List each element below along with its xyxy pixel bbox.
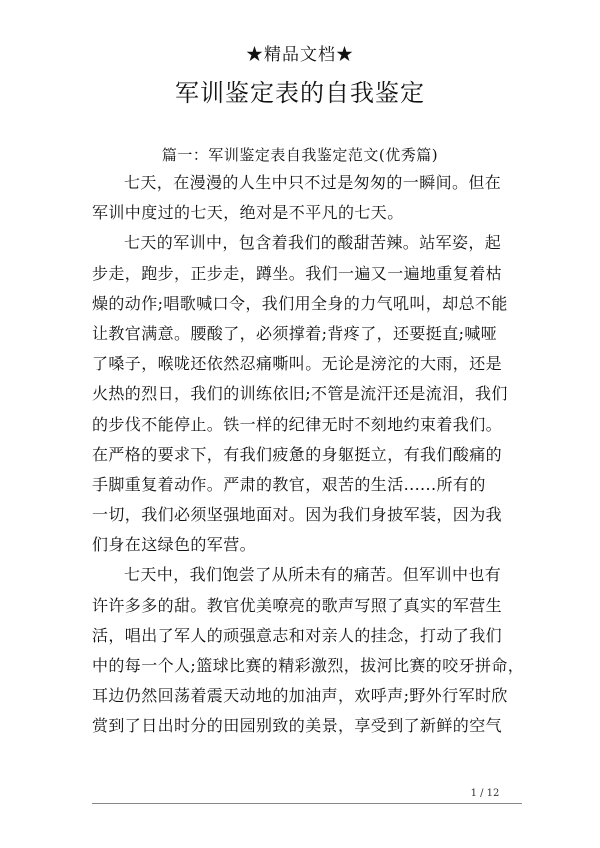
paragraph-2 [92, 228, 522, 560]
paragraph-line: 耳边仍然回荡着震天动地的加油声，欢呼声;野外行军时欣 [92, 686, 508, 706]
paragraph-3 [92, 560, 525, 741]
paragraph-line: 步走，跑步，正步走，蹲坐。我们一遍又一遍地重复着枯 [92, 263, 503, 283]
section-heading: 篇一：军训鉴定表自我鉴定范文(优秀篇) [161, 146, 439, 164]
paragraph-line: 燥的动作;唱歌喊口令，我们用全身的力气吼叫，却总不能 [92, 293, 508, 313]
paragraph-line: 了嗓子，喉咙还依然忍痛嘶叫。无论是滂沱的大雨，还是 [92, 354, 503, 374]
paragraph-line: 手脚重复着动作。严肃的教官，艰苦的生活......所有的 [92, 474, 486, 494]
document-title: 军训鉴定表的自我鉴定 [175, 79, 425, 107]
paragraph-line: 七天的军训中，包含着我们的酸甜苦辣。站军姿，起 [124, 233, 502, 253]
paragraph-line: 活，唱出了军人的顽强意志和对亲人的挂念，打动了我们 [92, 625, 503, 645]
document-header: ★精品文档★ [246, 45, 354, 65]
document-body [92, 168, 525, 742]
paragraph-line: 许许多多的甜。教官优美嘹亮的歌声写照了真实的军营生 [92, 595, 503, 615]
paragraph-line: 中的每一个人;篮球比赛的精彩激烈，拔河比赛的咬牙拼命， [92, 656, 525, 675]
paragraph-line: 火热的烈日，我们的训练依旧;不管是流汗还是流泪，我们 [92, 384, 508, 404]
paragraph-line: 赏到了日出时分的田园别致的美景，享受到了新鲜的空气 [92, 716, 503, 736]
paragraph-line: 们身在这绿色的军营。 [92, 535, 257, 555]
paragraph-line: 七天中，我们饱尝了从所未有的痛苦。但军训中也有 [124, 565, 502, 585]
paragraph-line: 一切，我们必须坚强地面对。因为我们身披军装，因为我 [92, 505, 503, 525]
paragraph-line: 七天，在漫漫的人生中只不过是匆匆的一瞬间。但在 [124, 173, 502, 192]
paragraph-line: 让教官满意。腰酸了，必须撑着;背疼了，还要挺直;喊哑 [92, 323, 498, 343]
footer-divider [92, 803, 522, 804]
paragraph-line: 军训中度过的七天，绝对是不平凡的七天。 [92, 203, 404, 223]
page-number: 1 / 12 [470, 788, 500, 799]
paragraph-line: 的步伐不能停止。铁一样的纪律无时不刻地约束着我们。 [92, 414, 503, 434]
paragraph-line: 在严格的要求下，有我们疲惫的身躯挺立，有我们酸痛的 [92, 444, 503, 464]
paragraph-1 [92, 168, 522, 228]
